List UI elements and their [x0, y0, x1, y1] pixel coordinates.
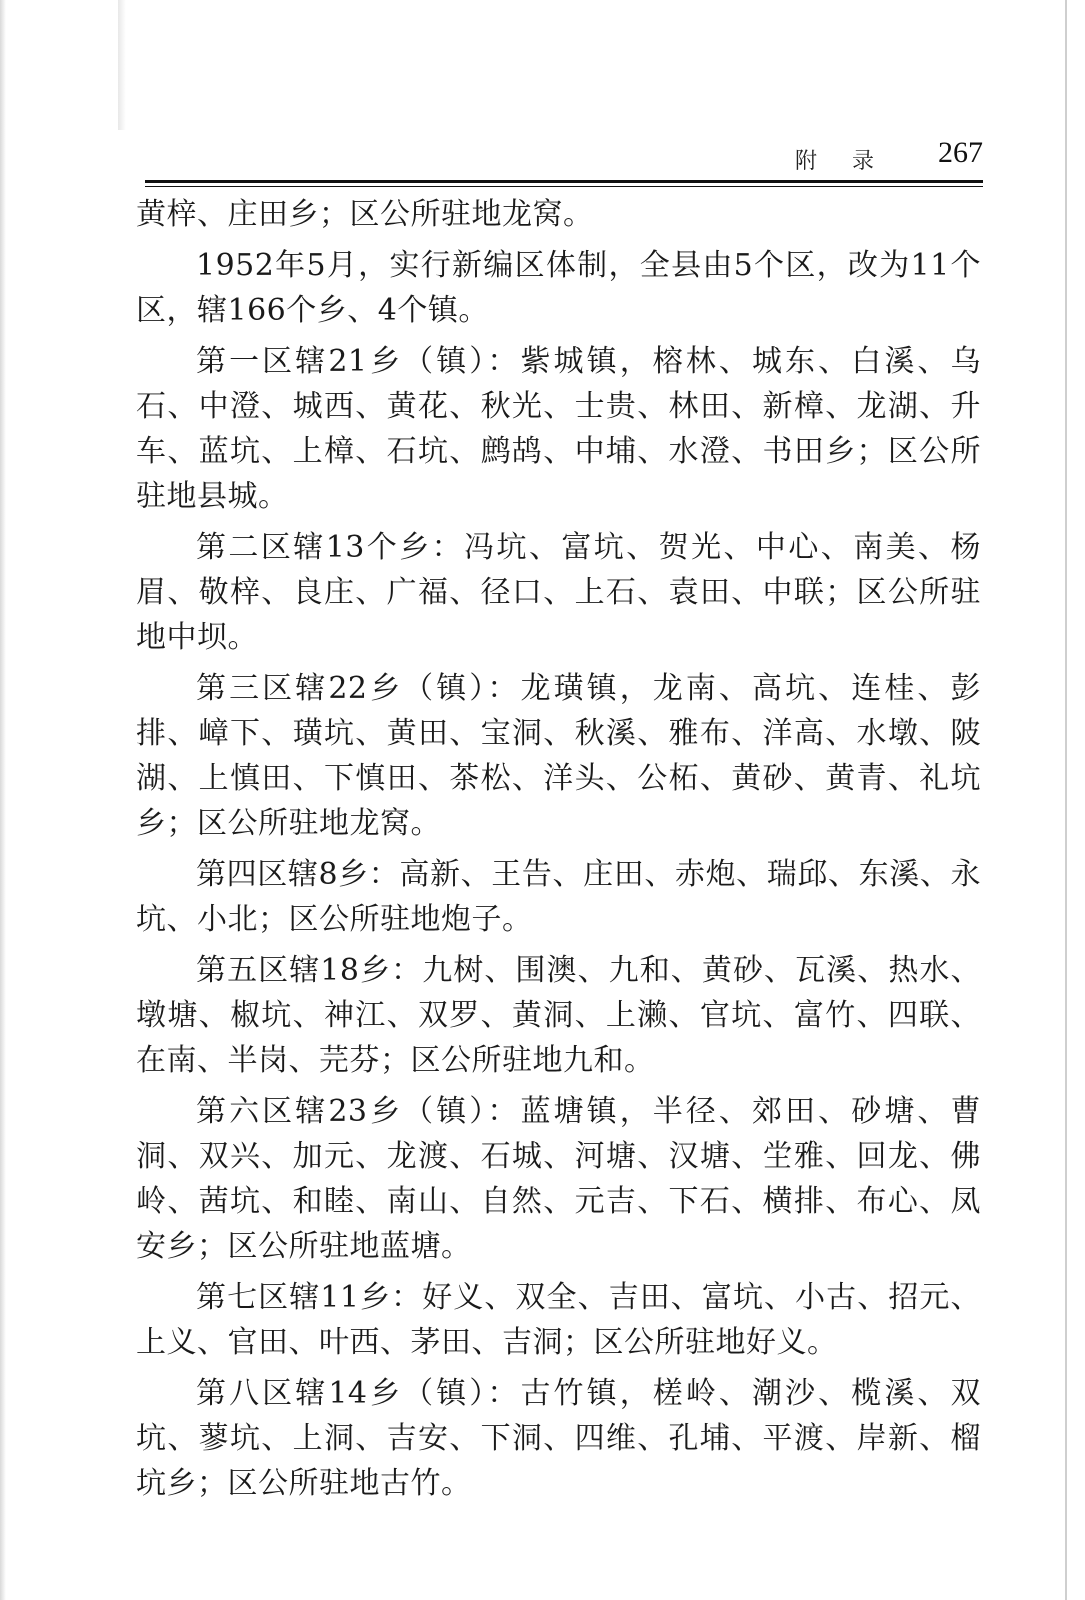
- header-rule-thick: [145, 180, 983, 183]
- running-head: 附 录: [795, 149, 888, 174]
- paragraph-district-8: 第八区辖14乡（镇）：古竹镇，槎岭、潮沙、榄溪、双坑、蓼坑、上洞、吉安、下洞、四维、孔埔、平渡、岸新、榴坑乡；区公所驻地古竹。: [136, 1376, 981, 1501]
- paragraph-district-2: 第二区辖13个乡：冯坑、富坑、贺光、中心、南美、杨眉、敬梓、良庄、广福、径口、上石、袁田、中联；区公所驻地中坝。: [136, 530, 981, 655]
- paragraph-district-3: 第三区辖22乡（镇）：龙璜镇，龙南、高坑、连桂、彭排、嶂下、璜坑、黄田、宝洞、秋溪、雅布、洋高、水墩、陂湖、上慎田、下慎田、茶松、洋头、公柘、黄砂、黄青、礼坑乡；区公所驻地龙窝。: [136, 671, 981, 841]
- paragraph-1952-reform: 1952年5月，实行新编区体制，全县由5个区，改为11个区，辖166个乡、4个镇。: [136, 248, 981, 328]
- paragraph-district-7: 第七区辖11乡：好义、双全、吉田、富坑、小古、招元、上义、官田、叶西、茅田、吉洞；区公所驻地好义。: [136, 1280, 981, 1360]
- header-rule-thin: [145, 186, 983, 187]
- paragraph-district-5: 第五区辖18乡：九树、围澳、九和、黄砂、瓦溪、热水、墩塘、椒坑、神江、双罗、黄洞、上濑、官坑、富竹、四联、在南、半岗、芫芬；区公所驻地九和。: [136, 953, 981, 1078]
- page-number: 267: [938, 136, 983, 169]
- scan-mark: [118, 0, 126, 130]
- paragraph-district-1: 第一区辖21乡（镇）：紫城镇，榕林、城东、白溪、乌石、中澄、城西、黄花、秋光、士贵、林田、新樟、龙湖、升车、蓝坑、上樟、石坑、鹧鸪、中埔、水澄、书田乡；区公所驻地县城。: [136, 344, 981, 514]
- page-header: [145, 136, 983, 180]
- paragraph-district-4: 第四区辖8乡：高新、王告、庄田、赤炮、瑞邱、东溪、永坑、小北；区公所驻地炮子。: [136, 857, 981, 937]
- scan-edge-left: [0, 0, 6, 1600]
- paragraph-district-6: 第六区辖23乡（镇）：蓝塘镇，半径、郊田、砂塘、曹洞、双兴、加元、龙渡、石城、河塘、汉塘、坣雅、回龙、佛岭、茜坑、和睦、南山、自然、元吉、下石、横排、布心、凤安乡；区公所驻地蓝塘。: [136, 1094, 981, 1264]
- paragraph-continuation: 黄梓、庄田乡；区公所驻地龙窝。: [136, 197, 594, 232]
- body-text: [136, 192, 981, 1512]
- scan-edge-right: [1065, 0, 1085, 1600]
